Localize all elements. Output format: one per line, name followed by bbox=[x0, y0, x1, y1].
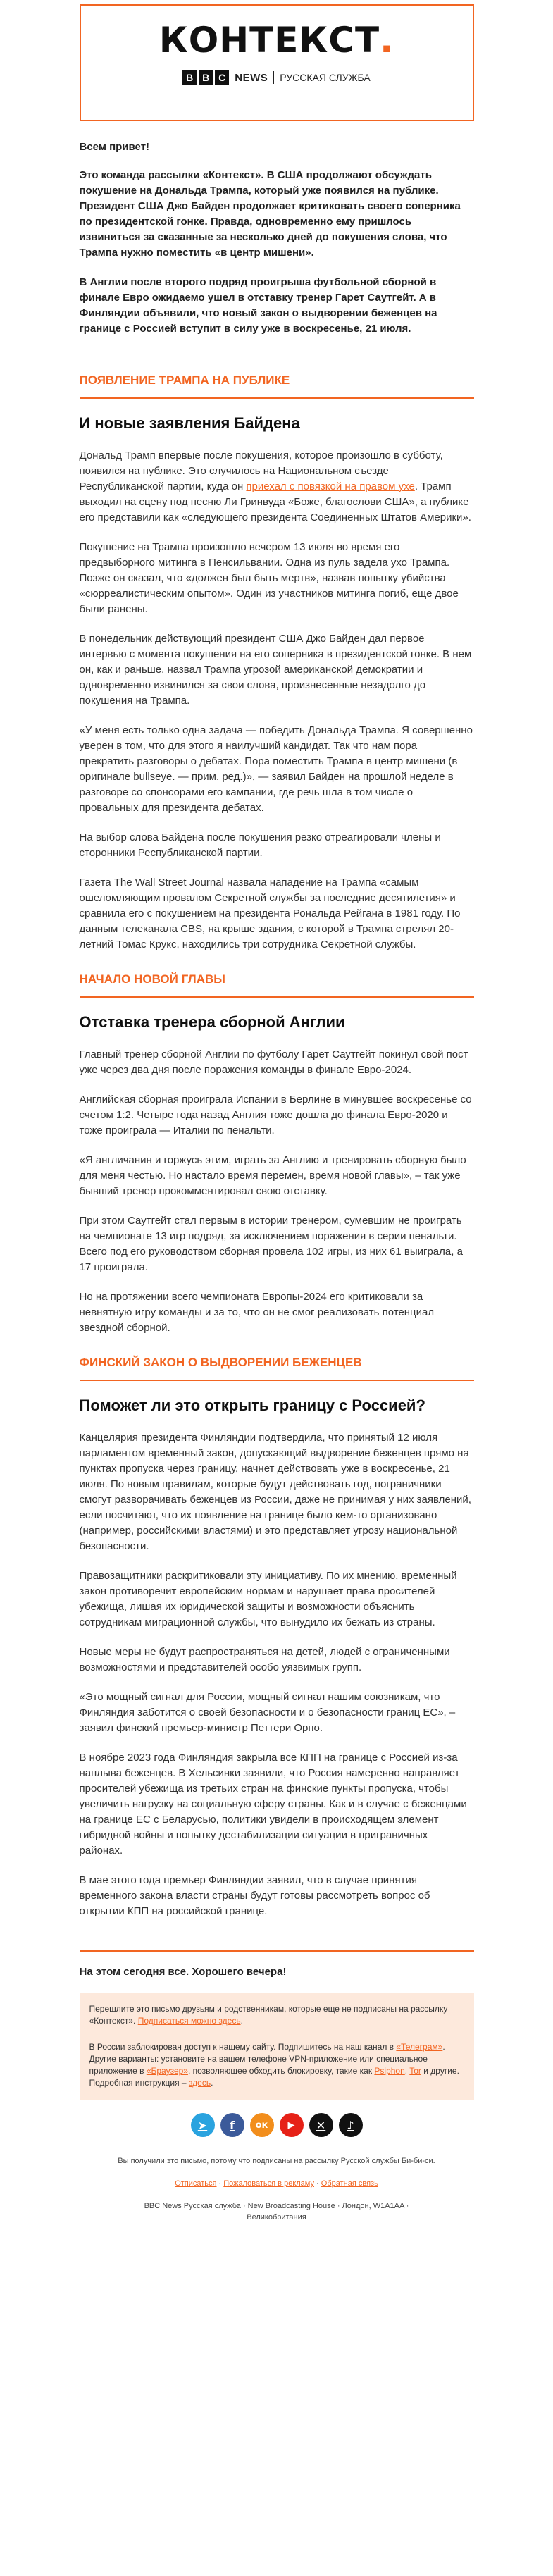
youtube-icon[interactable]: ▶ bbox=[280, 2113, 304, 2137]
footer-links: Отписаться · Пожаловаться в рекламу · Обратная связь bbox=[175, 2179, 378, 2188]
body-paragraph: Но на протяжении всего чемпионата Европы-2024 его критиковали за невнятную игру команды и за то, что он не смог реализовать потенциал звездной сборной. bbox=[79, 1291, 435, 1334]
article-link[interactable]: приехал с повязкой на правом ухе bbox=[246, 481, 415, 493]
body-paragraph: В ноябре 2023 года Финляндия закрыла все КПП на границе с Россией из-за наплыва беженцев. В Хельсинки заявили, что Россия намеренно направляет просителей убежища из третьих стран на финские пункты пропуска, чтобы увеличить нагрузку на социальную сферу страны. Как и в случае с беженцами на границе ЕС с Беларусью, политики увидели в происходящем элемент гибридной войны и попытку дестабилизации ситуации в приграничных районах. bbox=[79, 1752, 467, 1857]
newsletter-header bbox=[80, 4, 474, 121]
social-links bbox=[80, 2113, 474, 2137]
telegram-link[interactable]: «Телеграм» bbox=[396, 2042, 443, 2052]
body-paragraph: «Это мощный сигнал для России, мощный сигнал нашим союзникам, что Финляндия заботится о своей безопасности и о безопасности границ ЕС», – заявил финский премьер-министр Петтери Орпо. bbox=[79, 1691, 456, 1734]
divider bbox=[273, 71, 274, 84]
subscribe-link[interactable]: Подписаться можно здесь bbox=[137, 2016, 241, 2026]
tiktok-icon[interactable]: ♪ bbox=[339, 2113, 363, 2137]
body-paragraph: При этом Саутгейт стал первым в истории тренером, сумевшим не проиграть на чемпионате 13 игр подряд, за исключением поражения в серии пенальти. Всего под его руководством сборная провела 102 игры, из них 61 выиграла, а 17 проиграла. bbox=[79, 1215, 463, 1273]
postal-address: BBC News Русская служба · New Broadcasting House · Лондон, W1A1AA · Великобритания bbox=[144, 2202, 409, 2222]
intro-paragraph: В Англии после второго подряд проигрыша футбольной сборной в финале Евро ожидаемо ушел в отставку тренер Гарет Саутгейт. А в Финляндии объявили, что новый закон о выдворении беженцев на границе с Россией вступит в силу уже в воскресенье, 21 июля. bbox=[79, 276, 437, 335]
odnoklassniki-icon[interactable]: ок bbox=[250, 2113, 274, 2137]
feedback-link[interactable]: Обратная связь bbox=[321, 2179, 378, 2188]
body-paragraph: «У меня есть только одна задача — победить Дональда Трампа. Я совершенно уверен в том, что для этого я наилучший кандидат. Так что нам пора прекратить разговоры о дебатах. Пора поместить Трампа в центр мишени (в оригинале bullseye. — прим. ред.)», — заявил Байден на прошлой неделе в разговоре со спонсорами его кампании, где речь шла в том числе о провальных для президента дебатах. bbox=[79, 724, 473, 814]
kontekst-logo[interactable]: КОНТЕКСТ. bbox=[159, 20, 394, 61]
bbc-branding bbox=[81, 70, 473, 85]
body-paragraph: Английская сборная проиграла Испании в Берлине в минувшее воскресенье со счетом 1:2. Четыре года назад Англия тоже дошла до финала Евро-2020 и тоже проиграла — Италии по пенальти. bbox=[79, 1094, 472, 1137]
service-name: РУССКАЯ СЛУЖБА bbox=[280, 72, 371, 83]
section-title: Поможет ли это открыть границу с Россией? bbox=[79, 1397, 425, 1414]
newsletter-container bbox=[80, 4, 474, 2244]
telegram-icon[interactable]: ➤ bbox=[191, 2113, 215, 2137]
greeting: Всем привет! bbox=[79, 141, 150, 153]
closing-line: На этом сегодня все. Хорошего вечера! bbox=[79, 1966, 287, 1978]
section-body bbox=[80, 448, 474, 953]
newsletter-page bbox=[0, 4, 553, 2244]
facebook-icon[interactable]: f bbox=[220, 2113, 244, 2137]
psiphon-link[interactable]: Psiphon bbox=[374, 2066, 405, 2076]
section-label: ПОЯВЛЕНИЕ ТРАМПА НА ПУБЛИКЕ bbox=[80, 373, 474, 399]
body-paragraph: Новые меры не будут распространяться на детей, людей с ограниченными возможностями и представителей особо уязвимых групп. bbox=[79, 1646, 450, 1673]
body-paragraph: «Я англичанин и горжусь этим, играть за Англию и тренировать сборную было для меня честью. Но настало время перемен, время новой главы», – так уже бывший тренер прокомментировал свою отставку. bbox=[79, 1154, 466, 1197]
forward-note: Перешлите это письмо друзьям и родственникам, которые еще не подписаны на рассылку «Контекст». Подписаться можно здесь. bbox=[89, 2004, 448, 2026]
section-label: НАЧАЛО НОВОЙ ГЛАВЫ bbox=[80, 972, 474, 998]
section-title: Отставка тренера сборной Англии bbox=[79, 1013, 345, 1031]
intro-paragraph: Это команда рассылки «Контекст». В США продолжают обсуждать покушение на Дональда Трампа, который уже появился на публике. Президент США Джо Байден продолжает критиковать своего соперника по президентской гонке. Правда, одновременно ему пришлось извиниться за сказанные за несколько дней до покушения слова, что Трампа нужно поместить «в центр мишени». bbox=[79, 169, 461, 259]
body-paragraph: Правозащитники раскритиковали эту инициативу. По их мнению, временный закон противоречит европейским нормам и нарушает права просителей убежища, лишая их юридической защиты и возможности объяснить сотрудникам миграционной службы, что вынудило их бежать из страны. bbox=[79, 1570, 457, 1628]
instructions-link[interactable]: здесь bbox=[188, 2078, 211, 2088]
section-label: ФИНСКИЙ ЗАКОН О ВЫДВОРЕНИИ БЕЖЕНЦЕВ bbox=[80, 1356, 474, 1381]
intro bbox=[80, 168, 474, 337]
bbc-news-label: NEWS bbox=[235, 71, 268, 84]
bbc-logo: B B C bbox=[182, 70, 229, 85]
blocked-access-note: В России заблокирован доступ к нашему сайту. Подпишитесь на наш канал в «Телеграм». Другие варианты: установите на вашем телефоне VPN-приложение или специальное приложение в «Браузер», позволяющее обходить блокировку, такие как Psiphon, Tor и другие. Подробная инструкция – здесь. bbox=[89, 2042, 459, 2088]
footer-info-box bbox=[80, 1993, 474, 2100]
body-paragraph: Покушение на Трампа произошло вечером 13 июля во время его предвыборного митинга в Пенсильвании. Одна из пуль задела ухо Трампа. Позже он сказал, что «должен был быть мертв», назвав попытку убийства «сюрреалистическим опытом». Один из участников митинга погиб, еще двое были ранены. bbox=[79, 541, 459, 615]
body-paragraph: Дональд Трамп впервые после покушения, которое произошло в субботу, появился на публике. Это случилось на Национальном съезде Республиканской партии, куда он приехал с повязкой на правом ухе. Трамп выходил на сцену под песню Ли Гринвуда «Боже, благослови США», а публике его представили как «следующего президента Соединенных Штатов Америки». bbox=[79, 450, 471, 524]
section-title: И новые заявления Байдена bbox=[79, 414, 300, 432]
body-paragraph: Главный тренер сборной Англии по футболу Гарет Саутгейт покинул свой пост уже через два дня после поражения команды в финале Евро-2024. bbox=[79, 1048, 468, 1076]
subscription-note: Вы получили это письмо, потому что подписаны на рассылку Русской службы Би-би-си. bbox=[118, 2157, 435, 2165]
body-paragraph: Канцелярия президента Финляндии подтвердила, что принятый 12 июля парламентом временный закон, допускающий выдворение беженцев прямо на пунктах пропуска через границу, начнет действовать уже в воскресенье, 21 июля. По новым правилам, которые будут действовать год, пограничники смогут разворачивать беженцев из России, даже не принимая у них заявлений, если посчитают, что их появление на границе было кем-то организовано (например, российскими властями) и это представляет угрозу национальной безопасности. bbox=[79, 1432, 471, 1552]
complaint-link[interactable]: Пожаловаться в рекламу bbox=[223, 2179, 314, 2188]
tor-link[interactable]: Tor bbox=[409, 2066, 421, 2076]
body-paragraph: В понедельник действующий президент США Джо Байден дал первое интервью с момента покушения на его соперника в президентской гонке. В нем он, как и раньше, назвал Трампа угрозой американской демократии и одновременно извинился за свои слова, произнесенные незадолго до покушения на Трампа. bbox=[79, 633, 472, 707]
body-paragraph: В мае этого года премьер Финляндии заявил, что в случае принятия временного закона власти страны будут готовы рассмотреть вопрос об открытии КПП на российской границе. bbox=[79, 1874, 430, 1917]
unsubscribe-link[interactable]: Отписаться bbox=[175, 2179, 217, 2188]
x-icon[interactable]: ✕ bbox=[309, 2113, 333, 2137]
body-paragraph: На выбор слова Байдена после покушения резко отреагировали члены и сторонники Республиканской партии. bbox=[79, 831, 441, 859]
browser-link[interactable]: «Браузер» bbox=[146, 2066, 188, 2076]
divider bbox=[80, 1950, 474, 1952]
section-body bbox=[80, 1047, 474, 1336]
body-paragraph: Газета The Wall Street Journal назвала нападение на Трампа «самым ошеломляющим провалом Секретной службы за последние десятилетия» и сравнила его с покушением на президента Рональда Рейгана в 1981 году. По данным телеканала CBS, на крыше здания, с которой в Трампа стрелял 20-летний Томас Крукс, находились три сотрудника Секретной службы. bbox=[79, 877, 461, 950]
section-body bbox=[80, 1430, 474, 1919]
